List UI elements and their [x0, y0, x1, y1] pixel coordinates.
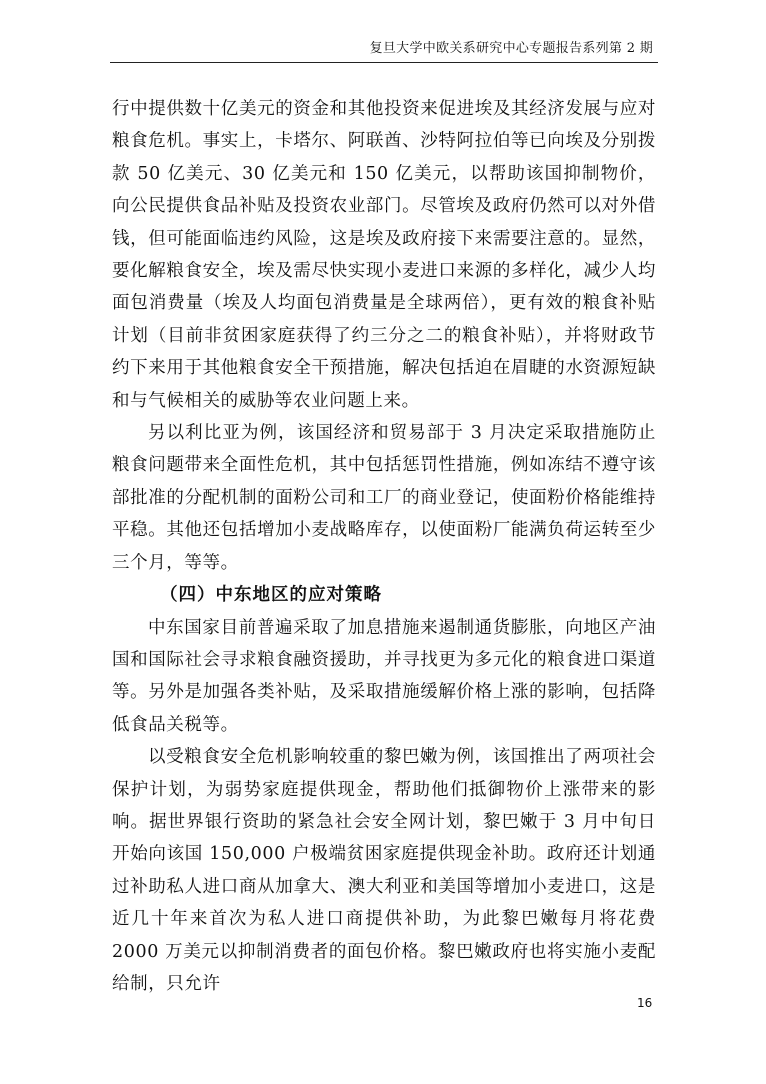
paragraph-egypt-continued: 行中提供数十亿美元的资金和其他投资来促进埃及其经济发展与应对粮食危机。事实上，卡塔尔、阿联酋、沙特阿拉伯等已向埃及分别拨款 50 亿美元、30 亿美元和 150 亿美元，以帮助该国抑制物价，向公民提供食品补贴及投资农业部门。尽管埃及政府仍然可以对外借钱，但可能面临违约风险，这是埃及政府接下来需要注意的。显然，要化解粮食安全，埃及需尽快实现小麦进口来源的多样化，减少人均面包消费量（埃及人均面包消费量是全球两倍），更有效的粮食补贴计划（目前非贫困家庭获得了约三分之二的粮食补贴），并将财政节约下来用于其他粮食安全干预措施，解决包括迫在眉睫的水资源短缺和与气候相关的威胁等农业问题上来。 [112, 99, 656, 411]
section-heading: （四）中东地区的应对策略 [160, 585, 382, 606]
document-body [112, 93, 656, 1000]
paragraph-middle-east-measures: 中东国家目前普遍采取了加息措施来遏制通货膨胀，向地区产油国和国际社会寻求粮食融资援助，并寻找更为多元化的粮食进口渠道等。另外是加强各类补贴，及采取措施缓解价格上涨的影响，包括降低食品关税等。 [112, 617, 656, 735]
report-series-title: 复旦大学中欧关系研究中心专题报告系列第 2 期 [369, 41, 653, 56]
paragraph-lebanon: 以受粮食安全危机影响较重的黎巴嫩为例，该国推出了两项社会保护计划，为弱势家庭提供现金，帮助他们抵御物价上涨带来的影响。据世界银行资助的紧急社会安全网计划，黎巴嫩于 3 月中旬日开始向该国 150,000 户极端贫困家庭提供现金补助。政府还计划通过补助私人进口商从加拿大、澳大利亚和美国等增加小麦进口，这是近几十年来首次为私人进口商提供补助，为此黎巴嫩每月将花费 2000 万美元以抑制消费者的面包价格。黎巴嫩政府也将实施小麦配给制，只允许 [112, 747, 656, 994]
page-number: 16 [637, 996, 653, 1010]
header-divider [110, 62, 658, 63]
paragraph-libya: 另以利比亚为例，该国经济和贸易部于 3 月决定采取措施防止粮食问题带来全面性危机，其中包括惩罚性措施，例如冻结不遵守该部批准的分配机制的面粉公司和工厂的商业登记，使面粉价格能维持平稳。其他还包括增加小麦战略库存，以使面粉厂能满负荷运转至少三个月，等等。 [112, 423, 656, 573]
